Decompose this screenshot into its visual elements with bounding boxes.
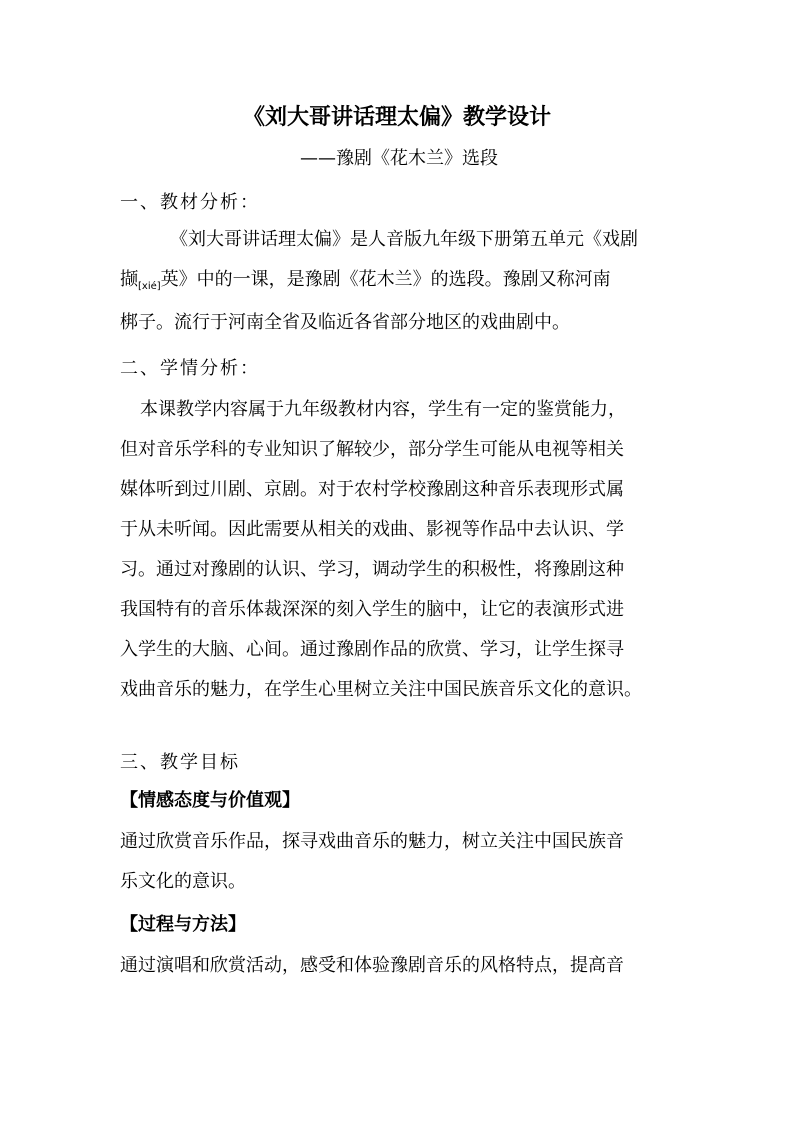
section-heading-learner-analysis: 二、学情分析：: [120, 358, 260, 379]
paragraph-line: 本课教学内容属于九年级教材内容，学生有一定的鉴赏能力，: [140, 399, 626, 420]
paragraph-text: 英》中的一课，是豫剧《花木兰》的选段。豫剧又称河南: [160, 269, 611, 290]
paragraph-line: 梆子。流行于河南全省及临近各省部分地区的戏曲剧中。: [120, 312, 570, 333]
paragraph-line: 《刘大哥讲话理太偏》是人音版九年级下册第五单元《戏剧: [170, 229, 638, 250]
paragraph-line: 习。通过对豫剧的认识、学习，调动学生的积极性，将豫剧这种: [120, 559, 624, 580]
subsection-label-attitude-values: 【情感态度与价值观】: [120, 790, 300, 811]
paragraph-line: 我国特有的音乐体裁深深的刻入学生的脑中，让它的表演形式进: [120, 599, 624, 620]
subsection-process-methods-body: [120, 946, 680, 986]
paragraph-line: 通过演唱和欣赏活动，感受和体验豫剧音乐的风格特点，提高音: [120, 955, 624, 976]
paragraph-line: 乐文化的意识。: [120, 871, 246, 892]
subsection-label-process-methods: 【过程与方法】: [120, 914, 246, 935]
document-title: 《刘大哥讲话理太偏》教学设计: [242, 105, 551, 130]
paragraph-line: 于从未听闻。因此需要从相关的戏曲、影视等作品中去认识、学: [120, 519, 624, 540]
section-heading-teaching-objectives: 三、教学目标: [120, 752, 240, 773]
paragraph-line: 媒体听到过川剧、京剧。对于农村学校豫剧这种音乐表现形式属: [120, 479, 624, 500]
paragraph-line: 但对音乐学科的专业知识了解较少，部分学生可能从电视等相关: [120, 439, 624, 460]
section-learner-analysis-body: [120, 390, 680, 710]
section-textbook-analysis-body: [120, 220, 680, 343]
section-heading-textbook-analysis: 一、教材分析：: [120, 192, 260, 213]
pinyin-annotation: [xié]: [138, 281, 161, 292]
paragraph-line: 通过欣赏音乐作品，探寻戏曲音乐的魅力，树立关注中国民族音: [120, 831, 624, 852]
paragraph-line: 入学生的大脑、心间。通过豫剧作品的欣赏、学习，让学生探寻: [120, 639, 624, 660]
subsection-attitude-values-body: [120, 822, 680, 902]
paragraph-line: 戏曲音乐的魅力，在学生心里树立关注中国民族音乐文化的意识。: [120, 679, 642, 700]
paragraph-char: 撷: [120, 269, 138, 290]
document-subtitle: ——豫剧《花木兰》选段: [300, 148, 498, 169]
paragraph-line: [120, 260, 680, 303]
